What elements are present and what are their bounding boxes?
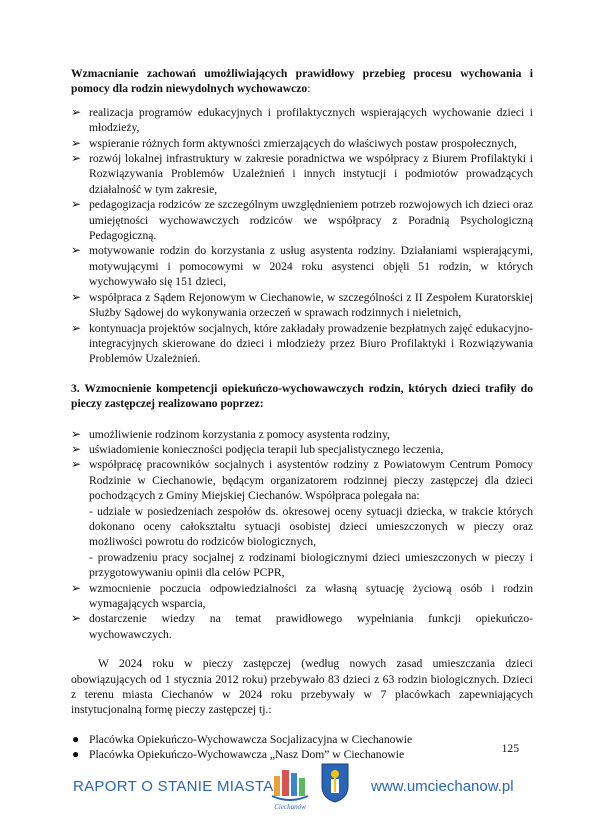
list-item: ➢ współpracę pracowników socjalnych i asystentów rodziny z Powiatowym Centrum Pomocy Rodzinie w Ciechanowie, będącym organizatorem rodzinnej pieczy zastępczej dla dzieci pochodzących z Gminy Miejskiej Ciechanów. Współpraca polegała na: - udziale w posiedzeniach zespołów ds. okresowej oceny sytuacji dziecka, w trakcie których dokonano oceny całokształtu sytuacji osobistej dzieci umieszczonych w pieczy oraz możliwości powrotu do rodziców biologicznych, - prowadzeniu pracy socjalnej z rodzinami biologicznymi dzieci umieszczonych w pieczy i przygotowywaniu opinii dla celów PCPR, (71, 457, 533, 580)
arrow-bullet-icon: ➢ (71, 441, 82, 456)
list-item: ● Placówka Opiekuńczo-Wychowawcza „Nasz Dom” w Ciechanowie (72, 747, 405, 762)
footer (0, 762, 594, 822)
coat-of-arms-icon (320, 762, 350, 804)
page-number: 125 (501, 742, 519, 755)
arrow-bullet-icon: ➢ (71, 289, 82, 304)
sub-item: - udziale w posiedzeniach zespołów ds. okresowej oceny sytuacji dziecka, w trakcie których dokonano oceny całokształtu sytuacji osobistej dzieci umieszczonych w pieczy oraz możliwości powrotu do rodziców biologicznych, (89, 504, 533, 549)
section1-heading (71, 66, 533, 97)
list-item: ➢ umożliwienie rodzinom korzystania z pomocy asystenta rodziny, (71, 426, 390, 441)
footer-website: www.umciechanow.pl (371, 778, 514, 795)
section3-list (71, 427, 533, 643)
list-item: ➢ pedagogizacja rodziców ze szczególnym uwzględnieniem potrzeb rozwojowych ich dzieci oraz umiejętności wychowawczych rodziców we współpracy z Poradnią Psychologiczną Pedagogiczną. (71, 197, 533, 243)
list-item: ➢ realizacja programów edukacyjnych i profilaktycznych wspierających wychowanie dzieci i młodzieży, (71, 104, 533, 135)
list-item: ➢ dostarczenie wiedzy na temat prawidłowego wypełniania funkcji opiekuńczo-wychowawczych. (71, 611, 533, 641)
section1-heading-colon: : (307, 82, 311, 96)
footer-report-title: RAPORT O STANIE MIASTA (73, 778, 274, 795)
list-item: ● Placówka Opiekuńczo-Wychowawcza Socjalizacyjna w Ciechanowie (72, 731, 413, 746)
body-paragraph: W 2024 roku w pieczy zastępczej (według nowych zasad umieszczania dzieci obowiązujących od 1 stycznia 2012 roku) przebywało 83 dzieci z 63 rodzin biologicznych. Dzieci z terenu miasta Ciechanów w 2024 roku przebywały w 7 placówkach zapewniających instytucjonalną formę pieczy zastępczej tj.: (71, 657, 533, 717)
section1-list (71, 105, 533, 367)
list-item: ➢ kontynuacja projektów socjalnych, które zakładały prowadzenie bezpłatnych zajęć edukacyjno-integracyjnych skierowane do dzieci i młodzieży przez Biuro Profilaktyki i Rozwiązywania Problemów Uzależnień. (71, 320, 533, 366)
arrow-bullet-icon: ➢ (71, 580, 82, 595)
arrow-bullet-icon: ➢ (71, 457, 82, 472)
arrow-bullet-icon: ➢ (71, 611, 82, 626)
list-item: ➢ wspieranie różnych form aktywności zmierzających do właściwych postaw prospołecznych, (71, 135, 517, 150)
arrow-bullet-icon: ➢ (71, 135, 82, 150)
section3-heading: 3. Wzmocnienie kompetencji opiekuńczo-wychowawczych rodzin, których dzieci trafiły do pieczy zastępczej realizowano poprzez: (71, 381, 533, 411)
arrow-bullet-icon: ➢ (71, 426, 82, 441)
sub-item: - prowadzeniu pracy socjalnej z rodzinami biologicznymi dzieci umieszczonych w pieczy i przygotowywaniu opinii dla celów PCPR, (89, 550, 533, 580)
list-item: ➢ rozwój lokalnej infrastruktury w zakresie poradnictwa we współpracy z Biurem Profilaktyki i Rozwiązywania Problemów Uzależnień i innych instytucji i podmiotów prowadzących działalność w tym zakresie, (71, 151, 533, 196)
arrow-bullet-icon: ➢ (71, 151, 82, 166)
list-item: ➢ wzmocnienie poczucia odpowiedzialności za własną sytuację życiową osób i rodzin wymagających wsparcia, (71, 580, 533, 610)
arrow-bullet-icon: ➢ (71, 197, 82, 212)
dot-bullet-icon: ● (72, 731, 80, 746)
dot-bullet-icon: ● (72, 747, 80, 762)
arrow-bullet-icon: ➢ (71, 320, 82, 335)
list-item: ➢ współpraca z Sądem Rejonowym w Ciechanowie, w szczególności z II Zespołem Kuratorskiej Służby Sądowej do wykonywania orzeczeń w sprawach rodzinnych i nieletnich, (71, 289, 533, 320)
arrow-bullet-icon: ➢ (71, 104, 82, 119)
city-logo-icon (268, 762, 312, 812)
facilities-list (71, 732, 533, 763)
document-page (71, 66, 533, 763)
arrow-bullet-icon: ➢ (71, 243, 82, 258)
list-item: ➢ uświadomienie konieczności podjęcia terapii lub specjalistycznego leczenia, (71, 441, 444, 456)
list-item: ➢ motywowanie rodzin do korzystania z usług asystenta rodziny. Działaniami wspierającymi, motywującymi i pomocowymi w 2024 roku asystenci objęli 51 rodzin, w których wychowywało się 151 dzieci, (71, 243, 533, 289)
section1-heading-text: Wzmacnianie zachowań umożliwiających prawidłowy przebieg procesu wychowania i pomocy dla rodzin niewydolnych wychowawczo (71, 67, 533, 96)
svg-text:Ciechanów: Ciechanów (274, 803, 306, 811)
